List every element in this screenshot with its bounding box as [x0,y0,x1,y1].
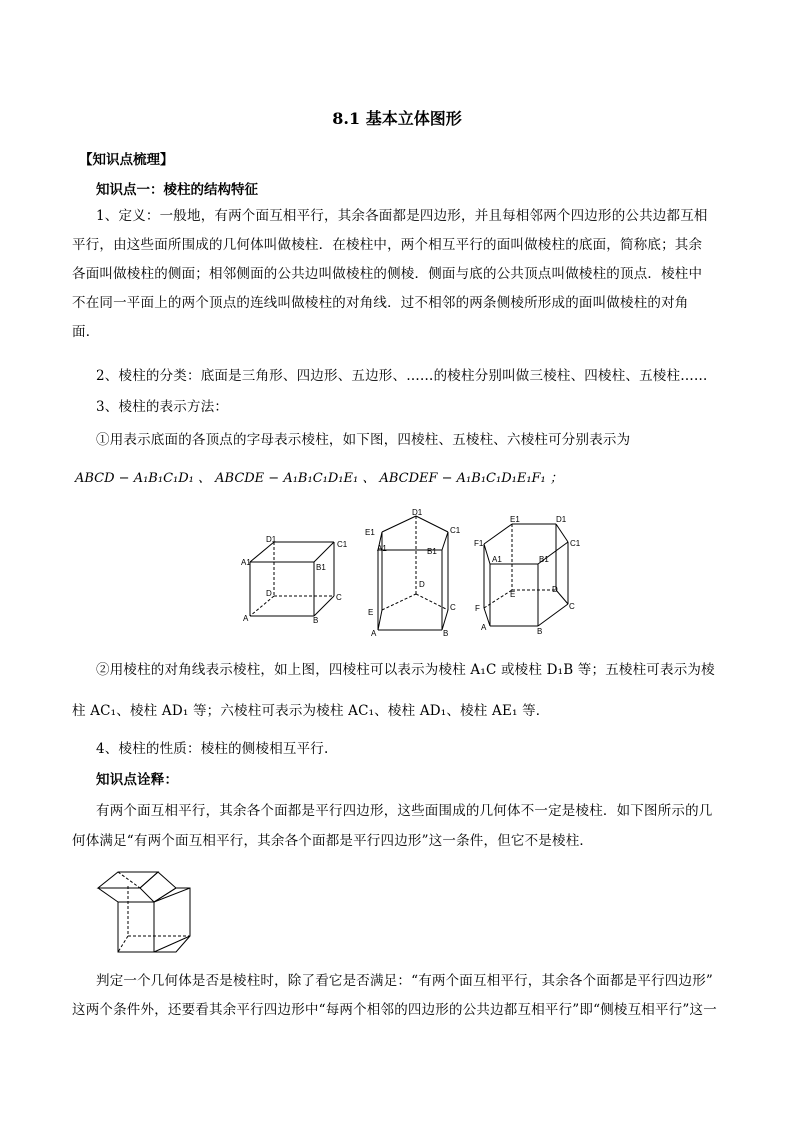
property-text: 4、棱柱的性质：棱柱的侧棱相互平行. [96,741,329,757]
judge-line-1: 判定一个几何体是否是棱柱时，除了看它是否满足：“有两个面互相平行，其余各个面都是平行四边形” [96,973,714,989]
label-C: C [336,593,342,602]
label-D1: D1 [266,535,277,544]
label-D: D [419,580,425,589]
label-C1: C1 [337,540,348,549]
label-B1: B1 [427,547,437,556]
label-A: A [243,614,249,623]
label-E: E [368,608,374,617]
label-E: E [510,590,516,599]
def-line-2: 平行，由这些面所围成的几何体叫做棱柱．在棱柱中，两个相互平行的面叫做棱柱的底面，简称底；其余 [72,237,703,253]
representation-text: 3、棱柱的表示方法： [96,399,229,415]
label-B: B [443,629,449,638]
label-B: B [537,627,543,636]
label-E1: E1 [510,515,520,524]
hexagonal-prism-figure [484,524,568,626]
def-line-1: 1、定义：一般地，有两个面互相平行，其余各面都是四边形，并且每相邻两个四边形的公共边都互相 [96,208,708,224]
label-A1: A1 [241,558,251,567]
label-D: D [552,585,558,594]
label-D: D [266,589,272,598]
explain-line-1: 有两个面互相平行，其余各个面都是平行四边形，这些面围成的几何体不一定是棱柱．如下图所示的几 [96,803,713,819]
label-F: F [475,604,480,613]
point1-heading: 知识点一：棱柱的结构特征 [96,182,258,198]
penta-vertex-labels [365,508,461,638]
label-A: A [481,623,487,632]
label-B: B [313,616,319,625]
explain-heading: 知识点诠释： [96,772,179,788]
method2-line-2: 柱 AC₁、棱柱 AD₁ 等；六棱柱可表示为棱柱 AC₁、棱柱 AD₁、棱柱 AE₁ 等． [72,703,550,719]
label-B1: B1 [316,563,326,572]
label-E1: E1 [365,528,375,537]
label-C: C [450,603,456,612]
page-title: 8.1 基本立体图形 [332,109,462,128]
method2-line-1: ②用棱柱的对角线表示棱柱，如上图，四棱柱可以表示为棱柱 A₁C 或棱柱 D₁B 等；五棱柱可表示为棱 [96,662,715,678]
label-C1: C1 [450,526,461,535]
def-line-4: 不在同一平面上的两个顶点的连线叫做棱柱的对角线．过不相邻的两条侧棱所形成的面叫做棱柱的对角 [72,295,689,311]
quad-vertex-labels [241,535,348,625]
label-A1: A1 [377,544,387,553]
label-C: C [569,602,575,611]
explain-line-2: 何体满足“有两个面互相平行，其余各个面都是平行四边形”这一条件，但它不是棱柱． [72,833,594,849]
prism-figures [238,504,590,646]
pentagonal-prism-figure [378,516,448,630]
label-A: A [371,629,377,638]
prism-formula: ABCD − A₁B₁C₁D₁ 、 ABCDE − A₁B₁C₁D₁E₁ 、 ABCDEF − A₁B₁C₁D₁E₁F₁ ； [75,471,563,486]
def-line-5: 面． [72,324,100,340]
label-B1: B1 [539,555,549,564]
non-prism-figure [94,866,196,958]
quadrangular-prism-figure [250,542,334,616]
method1-text: ①用表示底面的各顶点的字母表示棱柱，如下图，四棱柱、五棱柱、六棱柱可分别表示为 [96,432,631,448]
label-C1: C1 [570,539,581,548]
label-F1: F1 [474,539,484,548]
label-D1: D1 [556,515,567,524]
label-D1: D1 [412,508,423,517]
judge-line-2: 这两个条件外，还要看其余平行四边形中“每两个相邻的四边形的公共边都互相平行”即“侧棱互相平行”这一 [72,1002,717,1018]
section-heading: 【知识点梳理】 [79,152,174,168]
def-line-3: 各面叫做棱柱的侧面；相邻侧面的公共边叫做棱柱的侧棱．侧面与底的公共顶点叫做棱柱的顶点．棱柱中 [72,266,703,282]
label-A1: A1 [492,555,502,564]
classification-text: 2、棱柱的分类：底面是三角形、四边形、五边形、……的棱柱分别叫做三棱柱、四棱柱、五棱柱…… [96,368,708,384]
